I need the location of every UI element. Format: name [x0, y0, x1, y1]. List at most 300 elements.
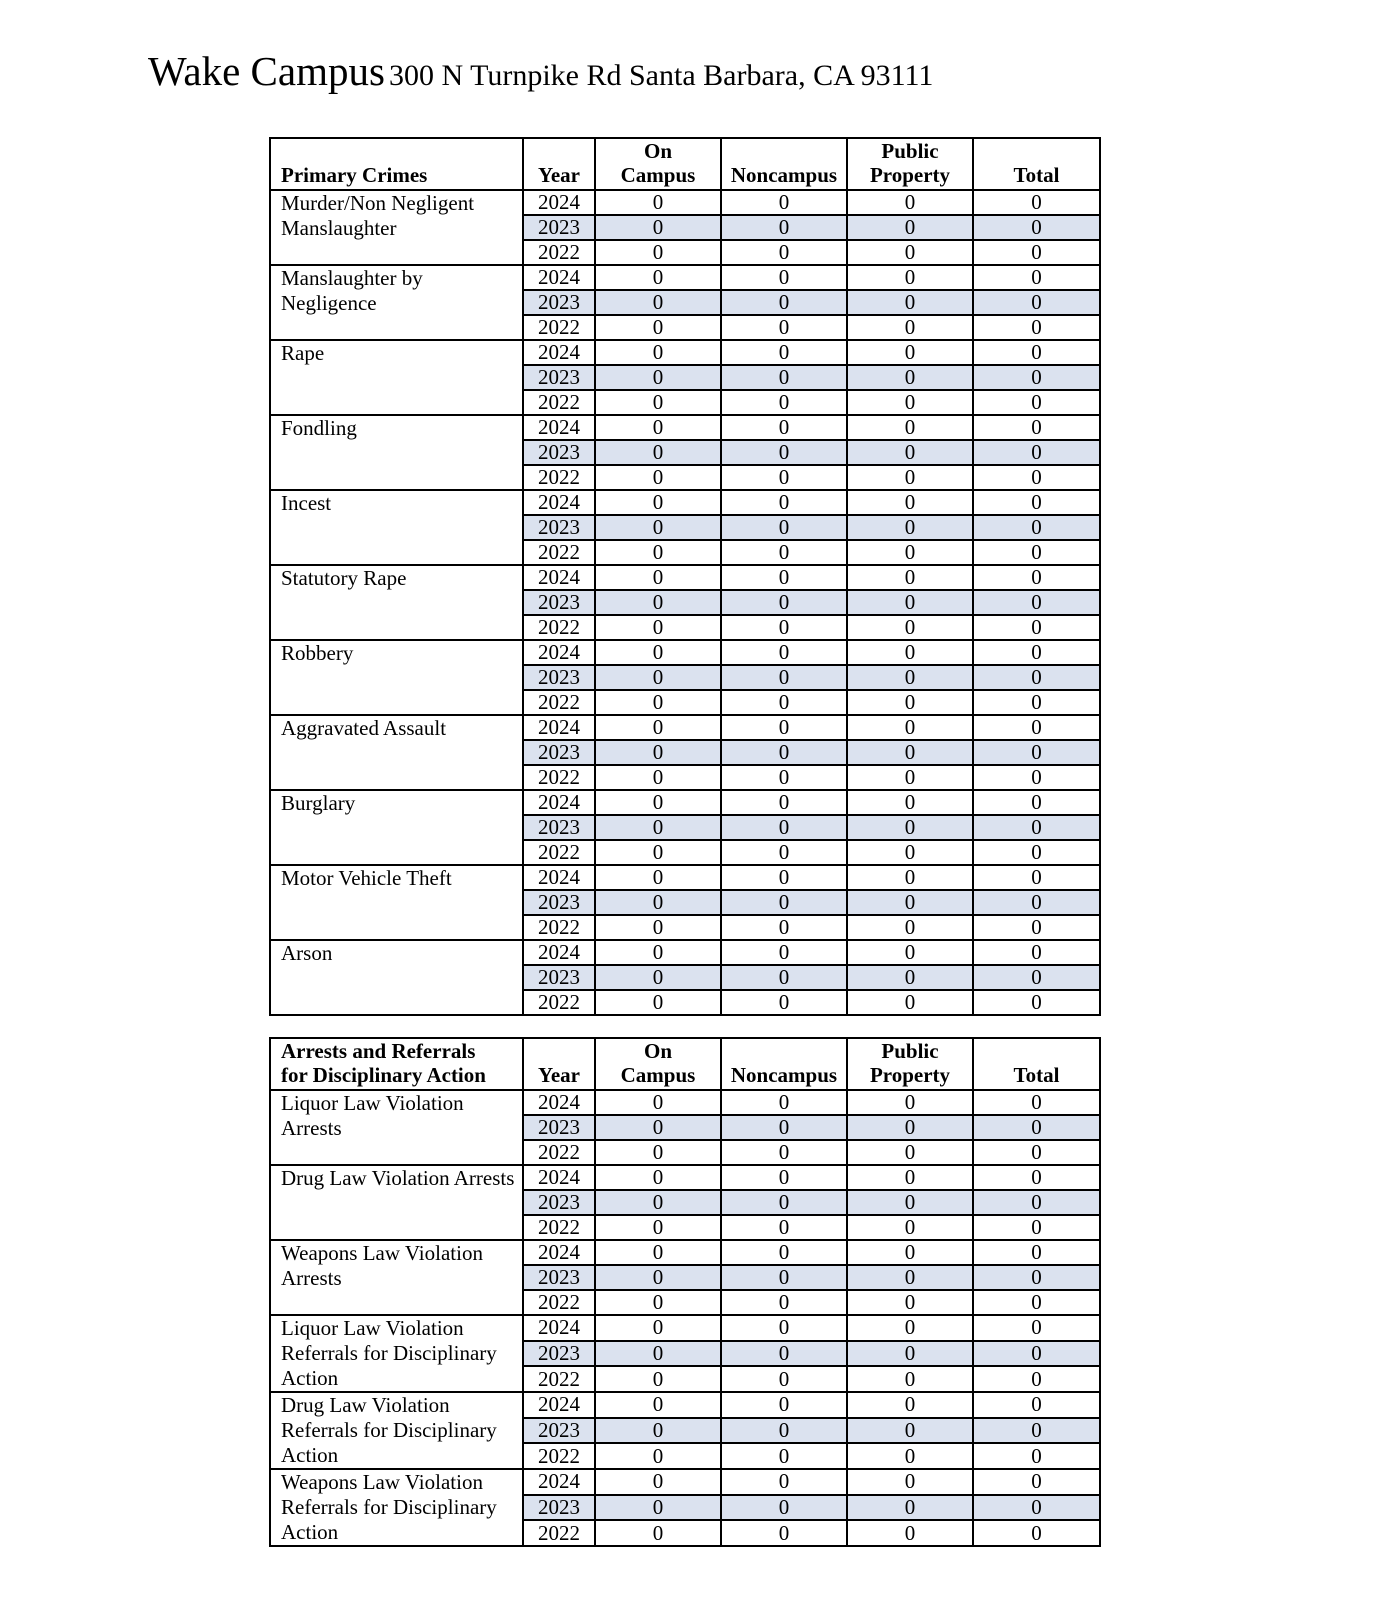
value-cell: 0 — [847, 265, 973, 290]
year-cell: 2024 — [523, 640, 595, 665]
value-cell: 0 — [847, 1265, 973, 1290]
year-cell: 2023 — [523, 365, 595, 390]
value-cell: 0 — [721, 1215, 847, 1240]
value-cell: 0 — [973, 1090, 1100, 1115]
category-cell: Murder/Non Negligent Manslaughter — [270, 190, 523, 265]
category-cell: Motor Vehicle Theft — [270, 865, 523, 940]
value-cell: 0 — [847, 840, 973, 865]
value-cell: 0 — [973, 390, 1100, 415]
year-cell: 2022 — [523, 540, 595, 565]
value-cell: 0 — [973, 440, 1100, 465]
value-cell: 0 — [595, 290, 721, 315]
value-cell: 0 — [595, 690, 721, 715]
value-cell: 0 — [721, 990, 847, 1015]
year-cell: 2023 — [523, 1418, 595, 1444]
value-cell: 0 — [721, 240, 847, 265]
column-header-public-property-line: Public — [881, 1039, 939, 1063]
value-cell: 0 — [847, 290, 973, 315]
value-cell: 0 — [973, 315, 1100, 340]
value-cell: 0 — [973, 215, 1100, 240]
value-cell: 0 — [721, 840, 847, 865]
year-cell: 2022 — [523, 915, 595, 940]
value-cell: 0 — [595, 915, 721, 940]
value-cell: 0 — [721, 415, 847, 440]
value-cell: 0 — [595, 1265, 721, 1290]
value-cell: 0 — [595, 840, 721, 865]
year-row — [270, 490, 1100, 515]
value-cell: 0 — [847, 665, 973, 690]
value-cell: 0 — [847, 390, 973, 415]
value-cell: 0 — [595, 390, 721, 415]
value-cell: 0 — [595, 940, 721, 965]
value-cell: 0 — [595, 1290, 721, 1315]
value-cell: 0 — [847, 765, 973, 790]
year-cell: 2022 — [523, 615, 595, 640]
value-cell: 0 — [973, 940, 1100, 965]
value-cell: 0 — [847, 1418, 973, 1444]
year-row — [270, 940, 1100, 965]
value-cell: 0 — [847, 1115, 973, 1140]
value-cell: 0 — [721, 590, 847, 615]
category-cell: Liquor Law Violation Referrals for Disciplinary Action — [270, 1315, 523, 1392]
value-cell: 0 — [847, 190, 973, 215]
value-cell: 0 — [847, 215, 973, 240]
year-cell: 2022 — [523, 690, 595, 715]
value-cell: 0 — [595, 1190, 721, 1215]
value-cell: 0 — [721, 865, 847, 890]
year-row — [270, 865, 1100, 890]
value-cell: 0 — [721, 365, 847, 390]
value-cell: 0 — [721, 1315, 847, 1341]
year-cell: 2024 — [523, 415, 595, 440]
column-header-year: Year — [523, 138, 595, 190]
campus-address: 300 N Turnpike Rd Santa Barbara, CA 93111 — [388, 59, 934, 92]
column-header-on-campus — [595, 1038, 721, 1090]
value-cell: 0 — [847, 1090, 973, 1115]
value-cell: 0 — [973, 1115, 1100, 1140]
value-cell: 0 — [973, 665, 1100, 690]
value-cell: 0 — [595, 540, 721, 565]
year-cell: 2023 — [523, 1190, 595, 1215]
year-row — [270, 340, 1100, 365]
value-cell: 0 — [847, 990, 973, 1015]
campus-name: Wake Campus — [148, 48, 385, 94]
value-cell: 0 — [595, 665, 721, 690]
year-row — [270, 1240, 1100, 1265]
value-cell: 0 — [721, 390, 847, 415]
value-cell: 0 — [847, 590, 973, 615]
value-cell: 0 — [721, 1469, 847, 1495]
value-cell: 0 — [847, 1392, 973, 1418]
year-cell: 2022 — [523, 765, 595, 790]
year-cell: 2022 — [523, 390, 595, 415]
value-cell: 0 — [721, 1115, 847, 1140]
value-cell: 0 — [721, 1495, 847, 1521]
year-cell: 2024 — [523, 790, 595, 815]
year-row — [270, 1469, 1100, 1495]
value-cell: 0 — [847, 940, 973, 965]
value-cell: 0 — [973, 765, 1100, 790]
year-cell: 2024 — [523, 715, 595, 740]
year-cell: 2022 — [523, 465, 595, 490]
value-cell: 0 — [595, 1443, 721, 1469]
value-cell: 0 — [595, 1165, 721, 1190]
year-cell: 2022 — [523, 840, 595, 865]
value-cell: 0 — [595, 365, 721, 390]
year-cell: 2024 — [523, 565, 595, 590]
year-cell: 2024 — [523, 940, 595, 965]
value-cell: 0 — [595, 815, 721, 840]
year-row — [270, 190, 1100, 215]
year-row — [270, 1315, 1100, 1341]
value-cell: 0 — [595, 1140, 721, 1165]
year-cell: 2024 — [523, 1090, 595, 1115]
value-cell: 0 — [847, 1315, 973, 1341]
value-cell: 0 — [595, 465, 721, 490]
value-cell: 0 — [721, 465, 847, 490]
value-cell: 0 — [595, 515, 721, 540]
value-cell: 0 — [721, 940, 847, 965]
value-cell: 0 — [595, 1090, 721, 1115]
year-cell: 2023 — [523, 290, 595, 315]
value-cell: 0 — [973, 840, 1100, 865]
value-cell: 0 — [721, 790, 847, 815]
value-cell: 0 — [973, 1392, 1100, 1418]
value-cell: 0 — [973, 615, 1100, 640]
value-cell: 0 — [721, 1290, 847, 1315]
value-cell: 0 — [973, 890, 1100, 915]
value-cell: 0 — [847, 340, 973, 365]
column-header-category-line: Primary Crimes — [281, 163, 428, 187]
value-cell: 0 — [973, 1520, 1100, 1546]
value-cell: 0 — [595, 890, 721, 915]
year-cell: 2024 — [523, 340, 595, 365]
value-cell: 0 — [847, 540, 973, 565]
header-row — [270, 138, 1100, 190]
year-cell: 2023 — [523, 815, 595, 840]
page-title — [148, 48, 933, 99]
value-cell: 0 — [595, 1418, 721, 1444]
column-header-total: Total — [973, 138, 1100, 190]
value-cell: 0 — [847, 1469, 973, 1495]
column-header-category — [270, 1038, 523, 1090]
value-cell: 0 — [721, 890, 847, 915]
year-cell: 2023 — [523, 215, 595, 240]
value-cell: 0 — [973, 640, 1100, 665]
value-cell: 0 — [721, 690, 847, 715]
value-cell: 0 — [847, 565, 973, 590]
value-cell: 0 — [721, 540, 847, 565]
value-cell: 0 — [847, 415, 973, 440]
value-cell: 0 — [595, 490, 721, 515]
value-cell: 0 — [595, 240, 721, 265]
value-cell: 0 — [973, 1165, 1100, 1190]
year-cell: 2024 — [523, 265, 595, 290]
category-cell: Statutory Rape — [270, 565, 523, 640]
value-cell: 0 — [595, 1366, 721, 1392]
value-cell: 0 — [721, 765, 847, 790]
value-cell: 0 — [595, 1520, 721, 1546]
value-cell: 0 — [721, 1443, 847, 1469]
value-cell: 0 — [973, 1290, 1100, 1315]
value-cell: 0 — [973, 1190, 1100, 1215]
value-cell: 0 — [721, 815, 847, 840]
value-cell: 0 — [847, 615, 973, 640]
value-cell: 0 — [721, 340, 847, 365]
category-cell: Liquor Law Violation Arrests — [270, 1090, 523, 1165]
value-cell: 0 — [973, 1265, 1100, 1290]
value-cell: 0 — [973, 340, 1100, 365]
value-cell: 0 — [847, 1341, 973, 1367]
year-cell: 2022 — [523, 1443, 595, 1469]
value-cell: 0 — [847, 815, 973, 840]
column-header-on-campus-line: On — [643, 1039, 672, 1063]
value-cell: 0 — [847, 915, 973, 940]
year-row — [270, 1090, 1100, 1115]
column-header-category-line: for Disciplinary Action — [281, 1063, 486, 1087]
value-cell: 0 — [721, 640, 847, 665]
value-cell: 0 — [973, 1443, 1100, 1469]
column-header-noncampus: Noncampus — [721, 1038, 847, 1090]
year-row — [270, 565, 1100, 590]
value-cell: 0 — [973, 490, 1100, 515]
value-cell: 0 — [973, 790, 1100, 815]
year-cell: 2022 — [523, 1290, 595, 1315]
value-cell: 0 — [847, 465, 973, 490]
year-cell: 2023 — [523, 515, 595, 540]
category-cell: Incest — [270, 490, 523, 565]
column-header-on-campus-line: Campus — [620, 163, 696, 187]
value-cell: 0 — [721, 1366, 847, 1392]
value-cell: 0 — [721, 665, 847, 690]
value-cell: 0 — [595, 590, 721, 615]
year-cell: 2024 — [523, 1315, 595, 1341]
year-row — [270, 715, 1100, 740]
value-cell: 0 — [973, 1495, 1100, 1521]
value-cell: 0 — [595, 640, 721, 665]
value-cell: 0 — [595, 340, 721, 365]
category-cell: Drug Law Violation Arrests — [270, 1165, 523, 1240]
value-cell: 0 — [595, 1469, 721, 1495]
value-cell: 0 — [595, 440, 721, 465]
column-header-on-campus — [595, 138, 721, 190]
category-cell: Burglary — [270, 790, 523, 865]
value-cell: 0 — [721, 1165, 847, 1190]
value-cell: 0 — [847, 690, 973, 715]
column-header-public-property-line: Public — [881, 139, 939, 163]
year-cell: 2024 — [523, 1165, 595, 1190]
column-header-public-property-line: Property — [869, 1063, 951, 1087]
value-cell: 0 — [847, 640, 973, 665]
category-cell: Rape — [270, 340, 523, 415]
value-cell: 0 — [721, 1090, 847, 1115]
value-cell: 0 — [721, 1418, 847, 1444]
year-cell: 2023 — [523, 440, 595, 465]
value-cell: 0 — [595, 1115, 721, 1140]
category-cell: Robbery — [270, 640, 523, 715]
value-cell: 0 — [721, 715, 847, 740]
value-cell: 0 — [721, 740, 847, 765]
year-row — [270, 265, 1100, 290]
column-header-on-campus-line: Campus — [620, 1063, 696, 1087]
value-cell: 0 — [721, 965, 847, 990]
column-header-total: Total — [973, 1038, 1100, 1090]
value-cell: 0 — [973, 590, 1100, 615]
value-cell: 0 — [595, 215, 721, 240]
value-cell: 0 — [595, 990, 721, 1015]
column-header-category — [270, 138, 523, 190]
column-header-noncampus: Noncampus — [721, 138, 847, 190]
year-cell: 2022 — [523, 240, 595, 265]
value-cell: 0 — [973, 1418, 1100, 1444]
value-cell: 0 — [847, 315, 973, 340]
value-cell: 0 — [847, 865, 973, 890]
value-cell: 0 — [847, 1190, 973, 1215]
year-cell: 2023 — [523, 1115, 595, 1140]
column-header-year: Year — [523, 1038, 595, 1090]
value-cell: 0 — [595, 190, 721, 215]
column-header-public-property — [847, 1038, 973, 1090]
value-cell: 0 — [595, 615, 721, 640]
value-cell: 0 — [973, 715, 1100, 740]
value-cell: 0 — [973, 865, 1100, 890]
year-row — [270, 790, 1100, 815]
value-cell: 0 — [847, 740, 973, 765]
category-cell: Aggravated Assault — [270, 715, 523, 790]
value-cell: 0 — [721, 265, 847, 290]
value-cell: 0 — [973, 690, 1100, 715]
value-cell: 0 — [721, 1140, 847, 1165]
year-cell: 2023 — [523, 590, 595, 615]
primary-crimes-table — [269, 137, 1101, 1016]
value-cell: 0 — [973, 1240, 1100, 1265]
value-cell: 0 — [847, 1495, 973, 1521]
value-cell: 0 — [595, 790, 721, 815]
value-cell: 0 — [847, 1140, 973, 1165]
year-cell: 2023 — [523, 1495, 595, 1521]
value-cell: 0 — [847, 1443, 973, 1469]
year-cell: 2023 — [523, 740, 595, 765]
category-cell: Arson — [270, 940, 523, 1015]
value-cell: 0 — [973, 240, 1100, 265]
value-cell: 0 — [847, 1165, 973, 1190]
value-cell: 0 — [595, 1215, 721, 1240]
year-row — [270, 1165, 1100, 1190]
value-cell: 0 — [973, 565, 1100, 590]
value-cell: 0 — [721, 190, 847, 215]
year-cell: 2024 — [523, 865, 595, 890]
value-cell: 0 — [595, 740, 721, 765]
year-row — [270, 1392, 1100, 1418]
year-cell: 2022 — [523, 990, 595, 1015]
value-cell: 0 — [595, 565, 721, 590]
value-cell: 0 — [973, 915, 1100, 940]
year-row — [270, 640, 1100, 665]
value-cell: 0 — [847, 515, 973, 540]
value-cell: 0 — [847, 1366, 973, 1392]
value-cell: 0 — [847, 1520, 973, 1546]
value-cell: 0 — [973, 415, 1100, 440]
category-cell: Weapons Law Violation Referrals for Disciplinary Action — [270, 1469, 523, 1546]
value-cell: 0 — [595, 265, 721, 290]
year-cell: 2022 — [523, 315, 595, 340]
year-cell: 2023 — [523, 890, 595, 915]
value-cell: 0 — [973, 465, 1100, 490]
value-cell: 0 — [973, 965, 1100, 990]
value-cell: 0 — [721, 1190, 847, 1215]
value-cell: 0 — [973, 290, 1100, 315]
value-cell: 0 — [595, 1341, 721, 1367]
value-cell: 0 — [595, 865, 721, 890]
value-cell: 0 — [595, 315, 721, 340]
value-cell: 0 — [847, 1215, 973, 1240]
value-cell: 0 — [847, 240, 973, 265]
column-header-public-property — [847, 138, 973, 190]
category-cell: Manslaughter by Negligence — [270, 265, 523, 340]
header-row — [270, 1038, 1100, 1090]
value-cell: 0 — [973, 740, 1100, 765]
year-cell: 2022 — [523, 1366, 595, 1392]
value-cell: 0 — [847, 790, 973, 815]
value-cell: 0 — [847, 365, 973, 390]
year-cell: 2024 — [523, 1469, 595, 1495]
value-cell: 0 — [595, 765, 721, 790]
value-cell: 0 — [847, 1290, 973, 1315]
value-cell: 0 — [721, 440, 847, 465]
year-cell: 2024 — [523, 190, 595, 215]
value-cell: 0 — [721, 215, 847, 240]
category-cell: Fondling — [270, 415, 523, 490]
value-cell: 0 — [721, 490, 847, 515]
value-cell: 0 — [847, 890, 973, 915]
year-cell: 2024 — [523, 1392, 595, 1418]
value-cell: 0 — [595, 1495, 721, 1521]
value-cell: 0 — [721, 1265, 847, 1290]
value-cell: 0 — [973, 1341, 1100, 1367]
value-cell: 0 — [721, 1341, 847, 1367]
value-cell: 0 — [721, 915, 847, 940]
value-cell: 0 — [847, 715, 973, 740]
value-cell: 0 — [595, 415, 721, 440]
value-cell: 0 — [721, 515, 847, 540]
value-cell: 0 — [973, 1140, 1100, 1165]
arrests-referrals-table — [269, 1037, 1101, 1547]
value-cell: 0 — [847, 440, 973, 465]
category-cell: Weapons Law Violation Arrests — [270, 1240, 523, 1315]
column-header-category-line: Arrests and Referrals — [281, 1039, 476, 1063]
value-cell: 0 — [595, 1392, 721, 1418]
year-cell: 2022 — [523, 1140, 595, 1165]
column-header-on-campus-line: On — [643, 139, 672, 163]
year-cell: 2022 — [523, 1520, 595, 1546]
value-cell: 0 — [721, 315, 847, 340]
value-cell: 0 — [973, 515, 1100, 540]
value-cell: 0 — [721, 615, 847, 640]
value-cell: 0 — [973, 1215, 1100, 1240]
value-cell: 0 — [595, 1315, 721, 1341]
year-cell: 2023 — [523, 665, 595, 690]
value-cell: 0 — [973, 540, 1100, 565]
value-cell: 0 — [847, 490, 973, 515]
category-cell: Drug Law Violation Referrals for Disciplinary Action — [270, 1392, 523, 1469]
year-cell: 2023 — [523, 1341, 595, 1367]
year-cell: 2024 — [523, 1240, 595, 1265]
value-cell: 0 — [721, 565, 847, 590]
value-cell: 0 — [973, 190, 1100, 215]
value-cell: 0 — [973, 265, 1100, 290]
value-cell: 0 — [847, 965, 973, 990]
year-cell: 2023 — [523, 965, 595, 990]
